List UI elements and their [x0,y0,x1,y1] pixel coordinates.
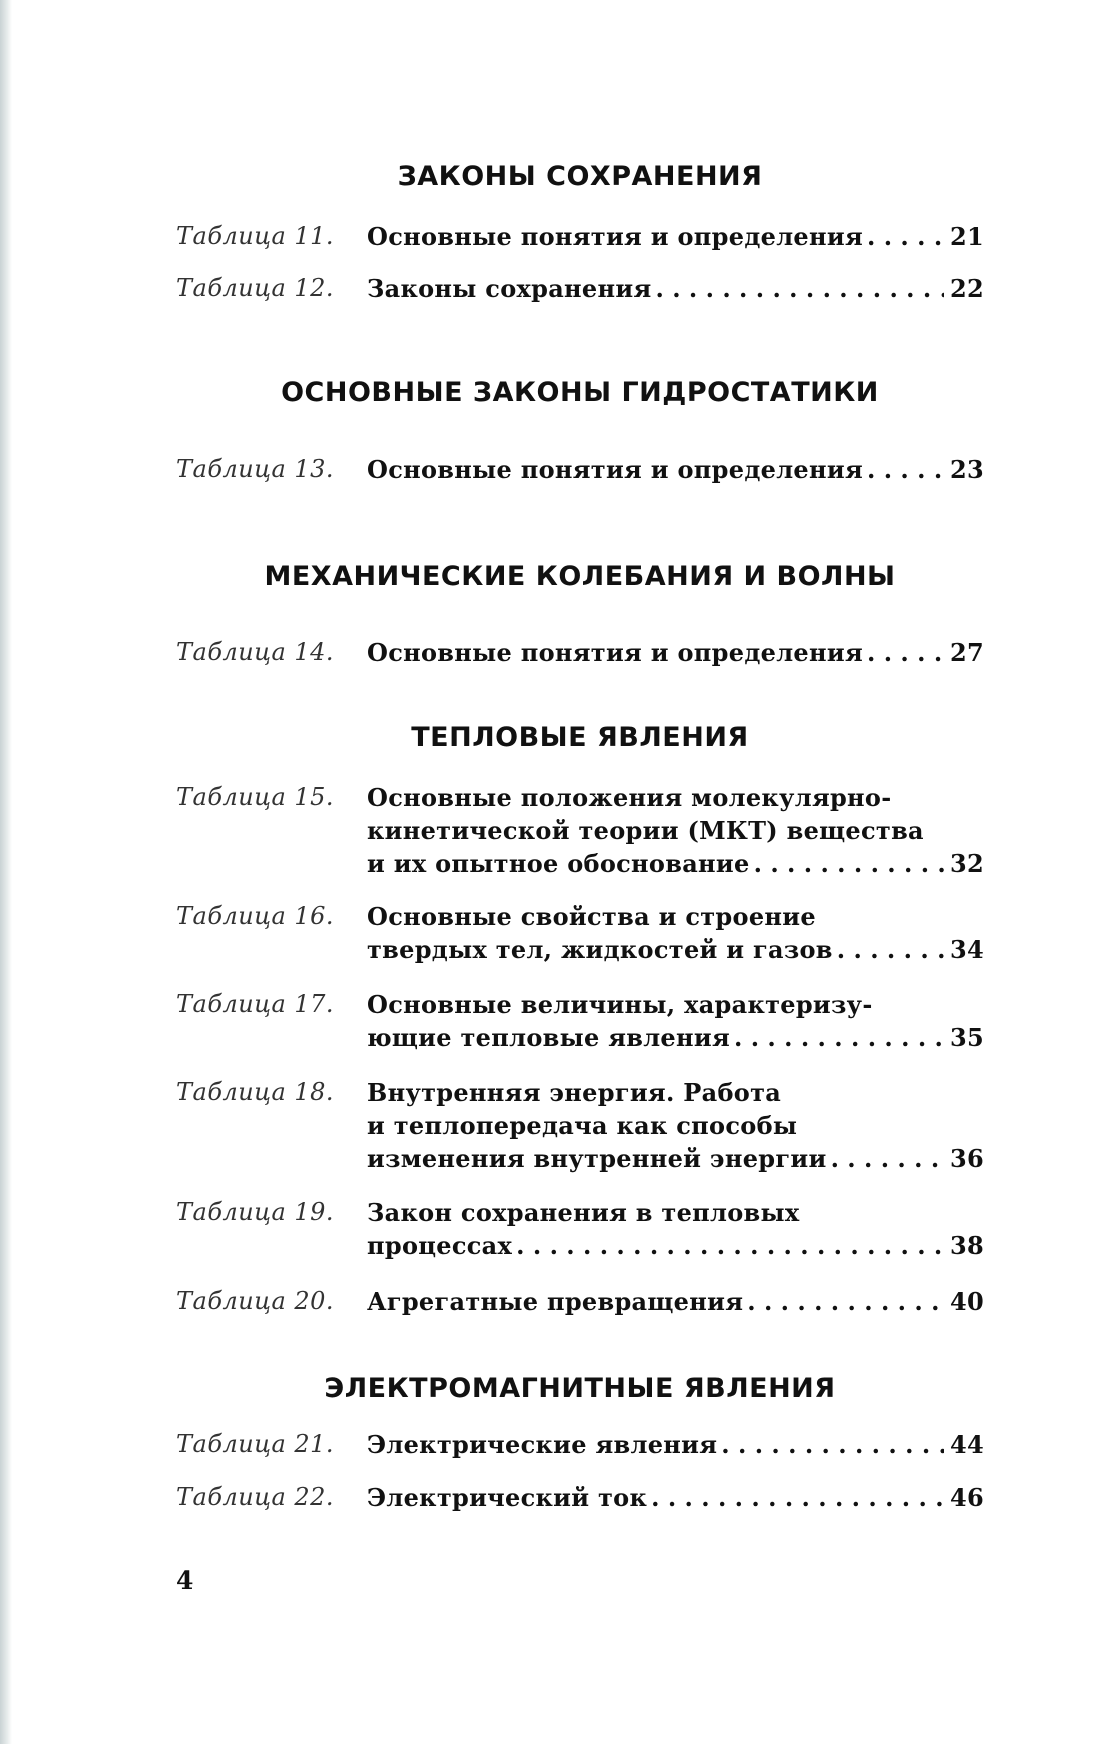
entry-title-line: Основные понятия и определения [367,455,863,484]
section-title-oscillations-waves: МЕХАНИЧЕСКИЕ КОЛЕБАНИЯ И ВОЛНЫ [264,561,896,592]
entry-title-line: твердых тел, жидкостей и газов [367,935,833,964]
page-edge-shadow [0,0,12,1744]
entry-page-number: 34 [950,935,984,964]
dot-leader [734,1021,944,1054]
section-title-electromagnetic-phenomena: ЭЛЕКТРОМАГНИТНЫЕ ЯВЛЕНИЯ [324,1373,836,1404]
entry-title-line: Основные величины, характеризу- [367,990,873,1019]
entry-label: Таблица 13. [176,455,335,483]
dot-leader [754,847,944,880]
entry-label: Таблица 18. [176,1078,335,1106]
entry-title-line: изменения внутренней энергии [367,1144,827,1173]
entry-page-number: 27 [950,638,984,667]
entry-title-line: Основные понятия и определения [367,638,863,667]
table-of-contents-page [176,0,984,1744]
dot-leader [516,1229,944,1262]
entry-title-line: процессах [367,1231,513,1260]
entry-label: Таблица 12. [176,274,335,302]
entry-title-line: Закон сохранения в тепловых [367,1198,800,1227]
dot-leader [867,636,944,669]
entry-title-line: Основные понятия и определения [367,222,863,251]
entry-title-line: Агрегатные превращения [367,1287,744,1316]
entry-title-line: ющие тепловые явления [367,1023,730,1052]
entry-label: Таблица 20. [176,1287,335,1315]
entry-title-line: Основные положения молекулярно- [367,783,892,812]
entry-page-number: 38 [950,1231,984,1260]
entry-label: Таблица 15. [176,783,335,811]
entry-title-line: Электрические явления [367,1430,718,1459]
page-number: 4 [176,1566,194,1595]
dot-leader [651,1481,944,1514]
entry-label: Таблица 17. [176,990,335,1018]
entry-label: Таблица 22. [176,1483,335,1511]
entry-page-number: 23 [950,455,984,484]
dot-leader [867,453,944,486]
entry-title-line: Законы сохранения [367,274,652,303]
entry-page-number: 22 [950,274,984,303]
entry-page-number: 44 [950,1430,984,1459]
dot-leader [747,1285,944,1318]
dot-leader [831,1142,944,1175]
entry-page-number: 46 [950,1483,984,1512]
entry-label: Таблица 19. [176,1198,335,1226]
dot-leader [655,272,944,305]
entry-title-line: Внутренняя энергия. Работа [367,1078,782,1107]
entry-label: Таблица 21. [176,1430,335,1458]
entry-label: Таблица 16. [176,902,335,930]
entry-page-number: 36 [950,1144,984,1173]
dot-leader [837,933,944,966]
entry-label: Таблица 11. [176,222,335,250]
dot-leader [721,1428,944,1461]
entry-page-number: 35 [950,1023,984,1052]
section-title-conservation-laws: ЗАКОНЫ СОХРАНЕНИЯ [397,161,763,192]
entry-page-number: 40 [950,1287,984,1316]
section-title-thermal-phenomena: ТЕПЛОВЫЕ ЯВЛЕНИЯ [411,722,749,753]
dot-leader [867,220,944,253]
entry-page-number: 32 [950,849,984,878]
entry-title-line: и их опытное обоснование [367,849,750,878]
entry-title-line: Электрический ток [367,1483,648,1512]
entry-label: Таблица 14. [176,638,335,666]
entry-title-line: Основные свойства и строение [367,902,816,931]
entry-page-number: 21 [950,222,984,251]
entry-title-line: кинетической теории (МКТ) вещества [367,816,924,845]
section-title-hydrostatics: ОСНОВНЫЕ ЗАКОНЫ ГИДРОСТАТИКИ [281,377,879,408]
entry-title-line: и теплопередача как способы [367,1111,798,1140]
